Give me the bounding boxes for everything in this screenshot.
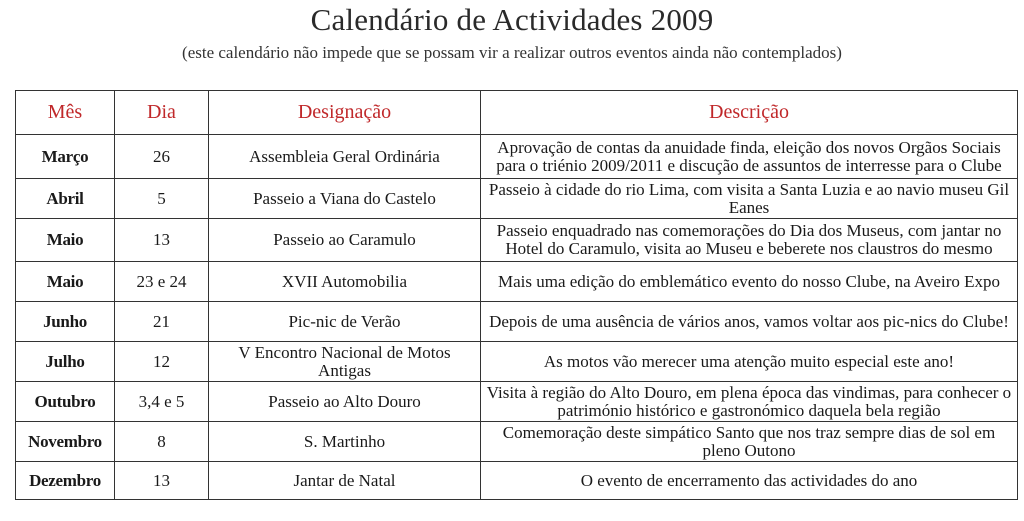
page-title: Calendário de Actividades 2009 <box>310 2 714 37</box>
cell-descricao: As motos vão merecer uma atenção muito especial este ano! <box>481 342 1018 382</box>
table-row <box>16 135 1018 179</box>
cell-designacao: V Encontro Nacional de Motos Antigas <box>209 342 481 382</box>
cell-dia: 12 <box>115 342 209 382</box>
column-header-mes: Mês <box>16 91 115 135</box>
table-row <box>16 382 1018 422</box>
cell-dia: 5 <box>115 179 209 219</box>
cell-designacao: Passeio a Viana do Castelo <box>209 179 481 219</box>
cell-dia: 8 <box>115 422 209 462</box>
table-row <box>16 179 1018 219</box>
cell-mes: Novembro <box>16 422 115 462</box>
page-subtitle: (este calendário não impede que se possam vir a realizar outros eventos ainda não contemplados) <box>182 43 842 62</box>
table-row <box>16 302 1018 342</box>
column-header-designacao: Designação <box>209 91 481 135</box>
cell-mes: Março <box>16 135 115 179</box>
cell-descricao: Passeio à cidade do rio Lima, com visita a Santa Luzia e ao navio museu Gil Eanes <box>481 179 1018 219</box>
cell-dia: 13 <box>115 462 209 500</box>
table-row <box>16 219 1018 262</box>
cell-designacao: XVII Automobilia <box>209 262 481 302</box>
cell-descricao: Comemoração deste simpático Santo que nos traz sempre dias de sol em pleno Outono <box>481 422 1018 462</box>
cell-dia: 23 e 24 <box>115 262 209 302</box>
cell-dia: 13 <box>115 219 209 262</box>
cell-descricao: Visita à região do Alto Douro, em plena época das vindimas, para conhecer o património histórico e gastronómico daquela bela região <box>481 382 1018 422</box>
table-row <box>16 422 1018 462</box>
column-header-dia: Dia <box>115 91 209 135</box>
cell-designacao: S. Martinho <box>209 422 481 462</box>
cell-mes: Maio <box>16 262 115 302</box>
cell-designacao: Pic-nic de Verão <box>209 302 481 342</box>
cell-mes: Dezembro <box>16 462 115 500</box>
cell-designacao: Passeio ao Alto Douro <box>209 382 481 422</box>
cell-descricao: O evento de encerramento das actividades do ano <box>481 462 1018 500</box>
table-header-row <box>16 91 1018 135</box>
column-header-descricao: Descrição <box>481 91 1018 135</box>
cell-mes: Abril <box>16 179 115 219</box>
cell-dia: 26 <box>115 135 209 179</box>
cell-descricao: Depois de uma ausência de vários anos, vamos voltar aos pic-nics do Clube! <box>481 302 1018 342</box>
cell-designacao: Passeio ao Caramulo <box>209 219 481 262</box>
cell-mes: Outubro <box>16 382 115 422</box>
cell-descricao: Mais uma edição do emblemático evento do nosso Clube, na Aveiro Expo <box>481 262 1018 302</box>
cell-descricao: Aprovação de contas da anuidade finda, eleição dos novos Orgãos Sociais para o triénio 2009/2011 e discução de assuntos de interresse para o Clube <box>481 135 1018 179</box>
cell-descricao: Passeio enquadrado nas comemorações do Dia dos Museus, com jantar no Hotel do Caramulo, visita ao Museu e beberete nos claustros do mesmo <box>481 219 1018 262</box>
cell-mes: Julho <box>16 342 115 382</box>
table-row <box>16 262 1018 302</box>
table-row <box>16 462 1018 500</box>
cell-dia: 21 <box>115 302 209 342</box>
table-row <box>16 342 1018 382</box>
cell-dia: 3,4 e 5 <box>115 382 209 422</box>
cell-designacao: Assembleia Geral Ordinária <box>209 135 481 179</box>
cell-mes: Maio <box>16 219 115 262</box>
cell-mes: Junho <box>16 302 115 342</box>
cell-designacao: Jantar de Natal <box>209 462 481 500</box>
activities-table <box>15 90 1018 500</box>
